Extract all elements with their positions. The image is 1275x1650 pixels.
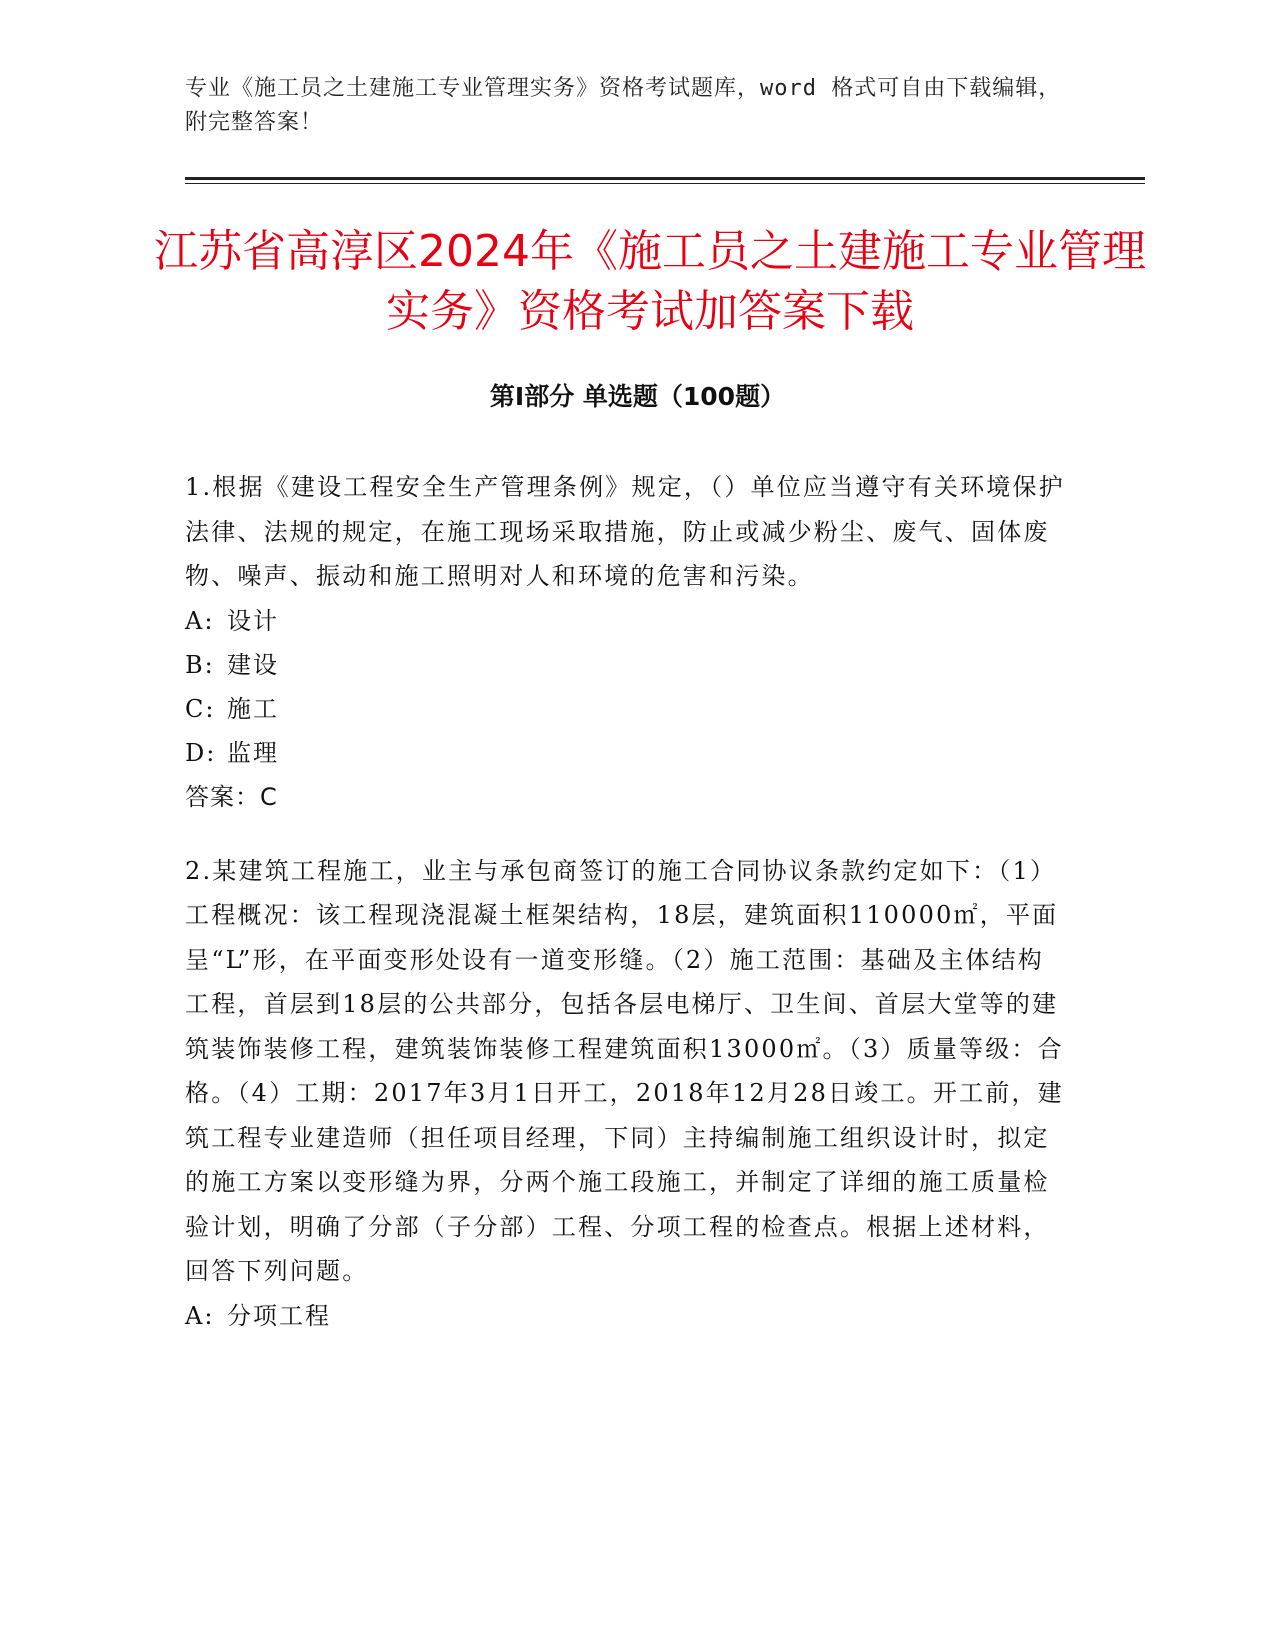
option-c	[185, 687, 1065, 731]
header-rule-thin	[185, 183, 1145, 184]
section-heading: 第Ⅰ部分 单选题（100题）	[489, 382, 786, 411]
question-stem: 2.某建筑工程施工，业主与承包商签订的施工合同协议条款约定如下：（1）工程概况：该工程现浇混凝土框架结构，18层，建筑面积110000㎡，平面呈“L”形，在平面变形处设有一道变形缝。（2）施工范围：基础及主体结构工程，首层到18层的公共部分，包括各层电梯厅、卫生间、首层大堂等的建筑装饰装修工程，建筑装饰装修工程建筑面积13000㎡。（3）质量等级：合格。（4）工期：2017年3月1日开工，2018年12月28日竣工。开工前，建筑工程专业建造师（担任项目经理，下同）主持编制施工组织设计时，拟定的施工方案以变形缝为界，分两个施工段施工，并制定了详细的施工质量检验计划，明确了分部（子分部）工程、分项工程的检查点。根据上述材料，回答下列问题。	[185, 856, 1064, 1285]
option-a	[185, 1294, 1065, 1338]
header-rule-thick	[185, 177, 1145, 180]
answer-line: 答案：C	[185, 782, 278, 811]
option-d	[185, 731, 1065, 775]
document-title: 江苏省高淳区2024年《施工员之土建施工专业管理实务》资格考试加答案下载	[154, 226, 1146, 337]
option-text: 监理	[227, 738, 279, 767]
option-a	[185, 599, 1065, 643]
option-text: 设计	[227, 606, 279, 635]
option-text: 分项工程	[227, 1301, 331, 1330]
option-letter: A:	[185, 1301, 215, 1330]
option-text: 建设	[227, 650, 279, 679]
question-2	[185, 849, 1065, 1338]
option-letter: D:	[185, 738, 217, 767]
option-letter: A:	[185, 606, 215, 635]
header-note: 专业《施工员之土建施工专业管理实务》资格考试题库，word 格式可自由下载编辑，附完整答案！	[185, 76, 1062, 135]
option-letter: C:	[185, 694, 216, 723]
question-stem: 1.根据《建设工程安全生产管理条例》规定，（）单位应当遵守有关环境保护法律、法规的规定，在施工现场采取措施，防止或减少粉尘、废气、固体废物、噪声、振动和施工照明对人和环境的危害和污染。	[185, 473, 1065, 590]
option-letter: B:	[185, 650, 215, 679]
option-b	[185, 643, 1065, 687]
question-list	[185, 465, 1065, 1368]
option-text: 施工	[227, 694, 279, 723]
question-1	[185, 465, 1065, 819]
